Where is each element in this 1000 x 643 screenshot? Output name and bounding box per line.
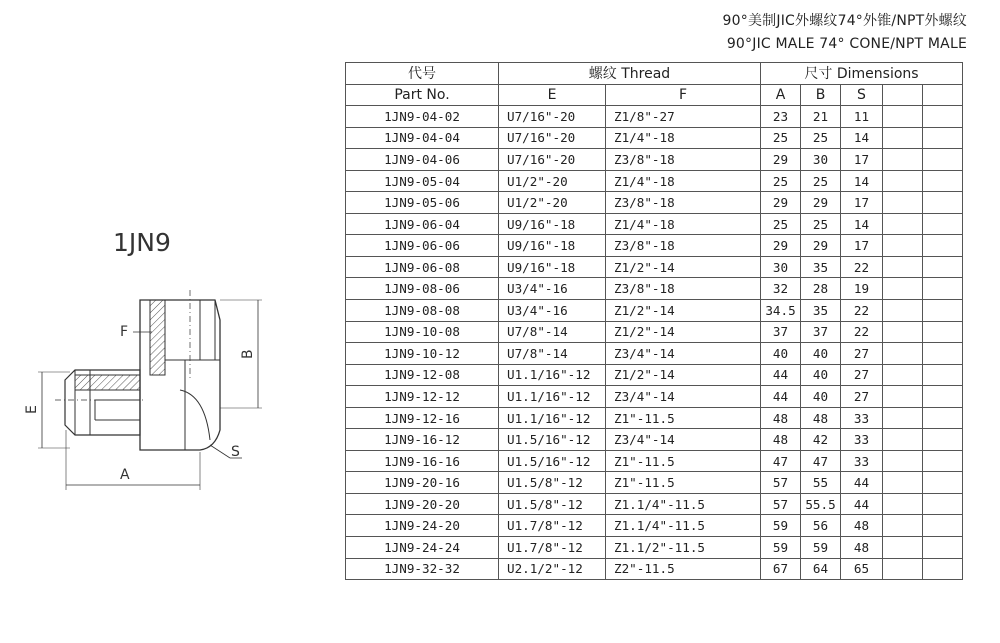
cell-thread-f: Z1.1/4"-11.5	[606, 493, 761, 515]
cell-dim-s: 33	[841, 429, 883, 451]
cell-blank	[883, 192, 923, 214]
cell-dim-b: 48	[801, 407, 841, 429]
cell-blank	[923, 192, 963, 214]
cell-dim-b: 59	[801, 537, 841, 559]
model-code: 1JN9	[113, 228, 171, 257]
fitting-drawing	[20, 280, 280, 510]
header-part-en: Part No.	[346, 84, 499, 106]
cell-thread-f: Z2"-11.5	[606, 558, 761, 580]
cell-dim-s: 48	[841, 537, 883, 559]
cell-dim-a: 47	[761, 450, 801, 472]
cell-thread-f: Z1"-11.5	[606, 472, 761, 494]
cell-thread-e: U1.5/8"-12	[499, 472, 606, 494]
npt-thread	[150, 300, 165, 375]
cell-part-no: 1JN9-04-04	[346, 127, 499, 149]
cell-dim-b: 29	[801, 235, 841, 257]
cell-dim-a: 37	[761, 321, 801, 343]
cell-blank	[923, 515, 963, 537]
cell-blank	[923, 106, 963, 128]
cell-part-no: 1JN9-24-24	[346, 537, 499, 559]
cell-thread-f: Z1.1/2"-11.5	[606, 537, 761, 559]
cell-thread-f: Z1.1/4"-11.5	[606, 515, 761, 537]
cell-part-no: 1JN9-12-12	[346, 386, 499, 408]
cell-part-no: 1JN9-16-12	[346, 429, 499, 451]
header-a: A	[761, 84, 801, 106]
cell-blank	[923, 364, 963, 386]
cell-blank	[883, 106, 923, 128]
table-row	[346, 472, 963, 494]
cell-thread-e: U3/4"-16	[499, 278, 606, 300]
cell-part-no: 1JN9-20-20	[346, 493, 499, 515]
cell-dim-b: 25	[801, 213, 841, 235]
table-row	[346, 213, 963, 235]
cell-part-no: 1JN9-05-06	[346, 192, 499, 214]
cell-thread-e: U1/2"-20	[499, 170, 606, 192]
cell-blank	[883, 386, 923, 408]
cell-thread-f: Z1"-11.5	[606, 407, 761, 429]
header-thread: 螺纹 Thread	[499, 63, 761, 85]
table-row	[346, 170, 963, 192]
cell-thread-f: Z1/4"-18	[606, 213, 761, 235]
header-row-2	[346, 84, 963, 106]
cell-blank	[923, 213, 963, 235]
cell-part-no: 1JN9-16-16	[346, 450, 499, 472]
cell-blank	[923, 537, 963, 559]
header-blank-2	[923, 84, 963, 106]
table-row	[346, 515, 963, 537]
label-e: E	[24, 405, 40, 414]
cell-dim-a: 30	[761, 256, 801, 278]
table-row	[346, 364, 963, 386]
cell-thread-e: U1/2"-20	[499, 192, 606, 214]
cell-blank	[923, 558, 963, 580]
cell-thread-f: Z1"-11.5	[606, 450, 761, 472]
cell-blank	[883, 170, 923, 192]
cell-dim-b: 56	[801, 515, 841, 537]
cell-dim-s: 48	[841, 515, 883, 537]
cell-blank	[883, 300, 923, 322]
table-row	[346, 537, 963, 559]
cell-blank	[923, 127, 963, 149]
cell-dim-s: 22	[841, 300, 883, 322]
cell-part-no: 1JN9-08-06	[346, 278, 499, 300]
cell-blank	[923, 407, 963, 429]
cell-blank	[883, 127, 923, 149]
cell-dim-s: 11	[841, 106, 883, 128]
cell-thread-f: Z1/4"-18	[606, 170, 761, 192]
cell-thread-e: U1.7/8"-12	[499, 537, 606, 559]
cell-dim-a: 44	[761, 386, 801, 408]
cell-blank	[883, 515, 923, 537]
cell-dim-b: 55.5	[801, 493, 841, 515]
cell-dim-s: 33	[841, 407, 883, 429]
title-chinese: 90°美制JIC外螺纹74°外锥/NPT外螺纹	[722, 13, 967, 29]
jic-thread	[75, 375, 140, 390]
cell-part-no: 1JN9-06-04	[346, 213, 499, 235]
cell-dim-b: 25	[801, 127, 841, 149]
cell-dim-a: 67	[761, 558, 801, 580]
cell-part-no: 1JN9-24-20	[346, 515, 499, 537]
cell-blank	[923, 278, 963, 300]
cell-part-no: 1JN9-04-06	[346, 149, 499, 171]
cell-thread-f: Z3/4"-14	[606, 343, 761, 365]
cell-thread-e: U9/16"-18	[499, 213, 606, 235]
cell-blank	[883, 256, 923, 278]
cell-blank	[883, 278, 923, 300]
cell-dim-s: 22	[841, 321, 883, 343]
cell-dim-a: 40	[761, 343, 801, 365]
cell-blank	[923, 149, 963, 171]
cell-dim-a: 29	[761, 149, 801, 171]
cell-part-no: 1JN9-12-16	[346, 407, 499, 429]
cell-thread-e: U1.5/16"-12	[499, 429, 606, 451]
table-row	[346, 278, 963, 300]
cell-dim-s: 14	[841, 213, 883, 235]
cell-blank	[923, 170, 963, 192]
cell-thread-f: Z1/2"-14	[606, 256, 761, 278]
table-row	[346, 321, 963, 343]
cell-dim-a: 25	[761, 213, 801, 235]
cell-dim-b: 35	[801, 300, 841, 322]
cell-thread-e: U2.1/2"-12	[499, 558, 606, 580]
cell-blank	[883, 450, 923, 472]
cell-part-no: 1JN9-06-08	[346, 256, 499, 278]
cell-dim-b: 29	[801, 192, 841, 214]
cell-dim-a: 59	[761, 515, 801, 537]
cell-dim-s: 44	[841, 493, 883, 515]
cell-thread-e: U1.1/16"-12	[499, 407, 606, 429]
cell-dim-b: 25	[801, 170, 841, 192]
cell-blank	[923, 493, 963, 515]
label-f: F	[120, 324, 129, 340]
cell-blank	[883, 407, 923, 429]
cell-part-no: 1JN9-08-08	[346, 300, 499, 322]
header-f: F	[606, 84, 761, 106]
cell-dim-b: 42	[801, 429, 841, 451]
cell-part-no: 1JN9-32-32	[346, 558, 499, 580]
cell-dim-s: 33	[841, 450, 883, 472]
header-dimensions: 尺寸 Dimensions	[761, 63, 963, 85]
cell-dim-b: 37	[801, 321, 841, 343]
cell-dim-b: 35	[801, 256, 841, 278]
table-row	[346, 106, 963, 128]
cell-thread-e: U3/4"-16	[499, 300, 606, 322]
cell-dim-a: 57	[761, 493, 801, 515]
cell-blank	[923, 300, 963, 322]
cell-blank	[883, 321, 923, 343]
cell-blank	[923, 429, 963, 451]
cell-thread-f: Z3/8"-18	[606, 235, 761, 257]
cell-thread-f: Z3/8"-18	[606, 192, 761, 214]
header-e: E	[499, 84, 606, 106]
cell-blank	[883, 472, 923, 494]
cell-thread-f: Z3/8"-18	[606, 278, 761, 300]
cell-thread-e: U1.7/8"-12	[499, 515, 606, 537]
cell-blank	[923, 386, 963, 408]
cell-dim-s: 14	[841, 170, 883, 192]
cell-blank	[883, 149, 923, 171]
cell-dim-a: 48	[761, 407, 801, 429]
cell-thread-f: Z3/4"-14	[606, 386, 761, 408]
table-row	[346, 558, 963, 580]
cell-dim-s: 17	[841, 192, 883, 214]
cell-blank	[883, 537, 923, 559]
cell-blank	[883, 493, 923, 515]
table-row	[346, 192, 963, 214]
cell-thread-e: U7/8"-14	[499, 343, 606, 365]
cell-thread-e: U1.5/8"-12	[499, 493, 606, 515]
cell-dim-b: 30	[801, 149, 841, 171]
cell-thread-e: U7/8"-14	[499, 321, 606, 343]
cell-dim-a: 29	[761, 235, 801, 257]
header-b: B	[801, 84, 841, 106]
cell-blank	[923, 235, 963, 257]
cell-dim-a: 25	[761, 170, 801, 192]
cell-dim-a: 23	[761, 106, 801, 128]
table-row	[346, 235, 963, 257]
label-a: A	[120, 467, 130, 483]
cell-dim-b: 47	[801, 450, 841, 472]
table-row	[346, 300, 963, 322]
cell-dim-b: 40	[801, 343, 841, 365]
cell-thread-f: Z3/4"-14	[606, 429, 761, 451]
cell-part-no: 1JN9-12-08	[346, 364, 499, 386]
cell-dim-s: 22	[841, 256, 883, 278]
cell-blank	[883, 429, 923, 451]
cell-dim-a: 44	[761, 364, 801, 386]
cell-dim-s: 27	[841, 364, 883, 386]
cell-thread-f: Z1/8"-27	[606, 106, 761, 128]
header-s: S	[841, 84, 883, 106]
cell-part-no: 1JN9-10-12	[346, 343, 499, 365]
cell-dim-a: 34.5	[761, 300, 801, 322]
header-part-cn: 代号	[346, 63, 499, 85]
cell-part-no: 1JN9-04-02	[346, 106, 499, 128]
cell-dim-s: 19	[841, 278, 883, 300]
cell-thread-e: U7/16"-20	[499, 149, 606, 171]
cell-thread-e: U9/16"-18	[499, 235, 606, 257]
cell-dim-s: 17	[841, 149, 883, 171]
cell-blank	[923, 343, 963, 365]
cell-dim-b: 40	[801, 386, 841, 408]
cell-dim-a: 59	[761, 537, 801, 559]
cell-dim-b: 64	[801, 558, 841, 580]
header-row-1	[346, 63, 963, 85]
table-row	[346, 149, 963, 171]
cell-part-no: 1JN9-20-16	[346, 472, 499, 494]
cell-thread-f: Z1/2"-14	[606, 364, 761, 386]
cell-blank	[883, 364, 923, 386]
cell-blank	[883, 558, 923, 580]
cell-thread-e: U1.1/16"-12	[499, 364, 606, 386]
cell-thread-f: Z1/2"-14	[606, 321, 761, 343]
cell-dim-b: 40	[801, 364, 841, 386]
cell-blank	[923, 472, 963, 494]
cell-blank	[883, 343, 923, 365]
cell-blank	[883, 235, 923, 257]
cell-thread-e: U1.5/16"-12	[499, 450, 606, 472]
cell-dim-a: 57	[761, 472, 801, 494]
cell-dim-s: 17	[841, 235, 883, 257]
cell-thread-f: Z1/4"-18	[606, 127, 761, 149]
spec-table	[345, 62, 963, 580]
cell-thread-f: Z3/8"-18	[606, 149, 761, 171]
cell-dim-a: 29	[761, 192, 801, 214]
label-s: S	[231, 444, 240, 460]
cell-dim-s: 27	[841, 343, 883, 365]
cell-part-no: 1JN9-06-06	[346, 235, 499, 257]
cell-part-no: 1JN9-10-08	[346, 321, 499, 343]
cell-thread-e: U7/16"-20	[499, 106, 606, 128]
cell-blank	[923, 450, 963, 472]
cell-part-no: 1JN9-05-04	[346, 170, 499, 192]
table-row	[346, 429, 963, 451]
table-row	[346, 407, 963, 429]
cell-thread-e: U1.1/16"-12	[499, 386, 606, 408]
cell-dim-b: 21	[801, 106, 841, 128]
table-row	[346, 256, 963, 278]
cell-dim-a: 48	[761, 429, 801, 451]
header-blank-1	[883, 84, 923, 106]
table-row	[346, 343, 963, 365]
cell-dim-s: 27	[841, 386, 883, 408]
table-row	[346, 386, 963, 408]
table-row	[346, 493, 963, 515]
label-b: B	[240, 349, 256, 359]
table-row	[346, 450, 963, 472]
cell-thread-e: U9/16"-18	[499, 256, 606, 278]
cell-thread-f: Z1/2"-14	[606, 300, 761, 322]
cell-thread-e: U7/16"-20	[499, 127, 606, 149]
cell-dim-b: 55	[801, 472, 841, 494]
cell-dim-s: 65	[841, 558, 883, 580]
cell-blank	[923, 321, 963, 343]
cell-blank	[883, 213, 923, 235]
cell-blank	[923, 256, 963, 278]
table-row	[346, 127, 963, 149]
cell-dim-s: 44	[841, 472, 883, 494]
title-english: 90°JIC MALE 74° CONE/NPT MALE	[726, 36, 967, 52]
cell-dim-b: 28	[801, 278, 841, 300]
cell-dim-a: 25	[761, 127, 801, 149]
cell-dim-a: 32	[761, 278, 801, 300]
cell-dim-s: 14	[841, 127, 883, 149]
